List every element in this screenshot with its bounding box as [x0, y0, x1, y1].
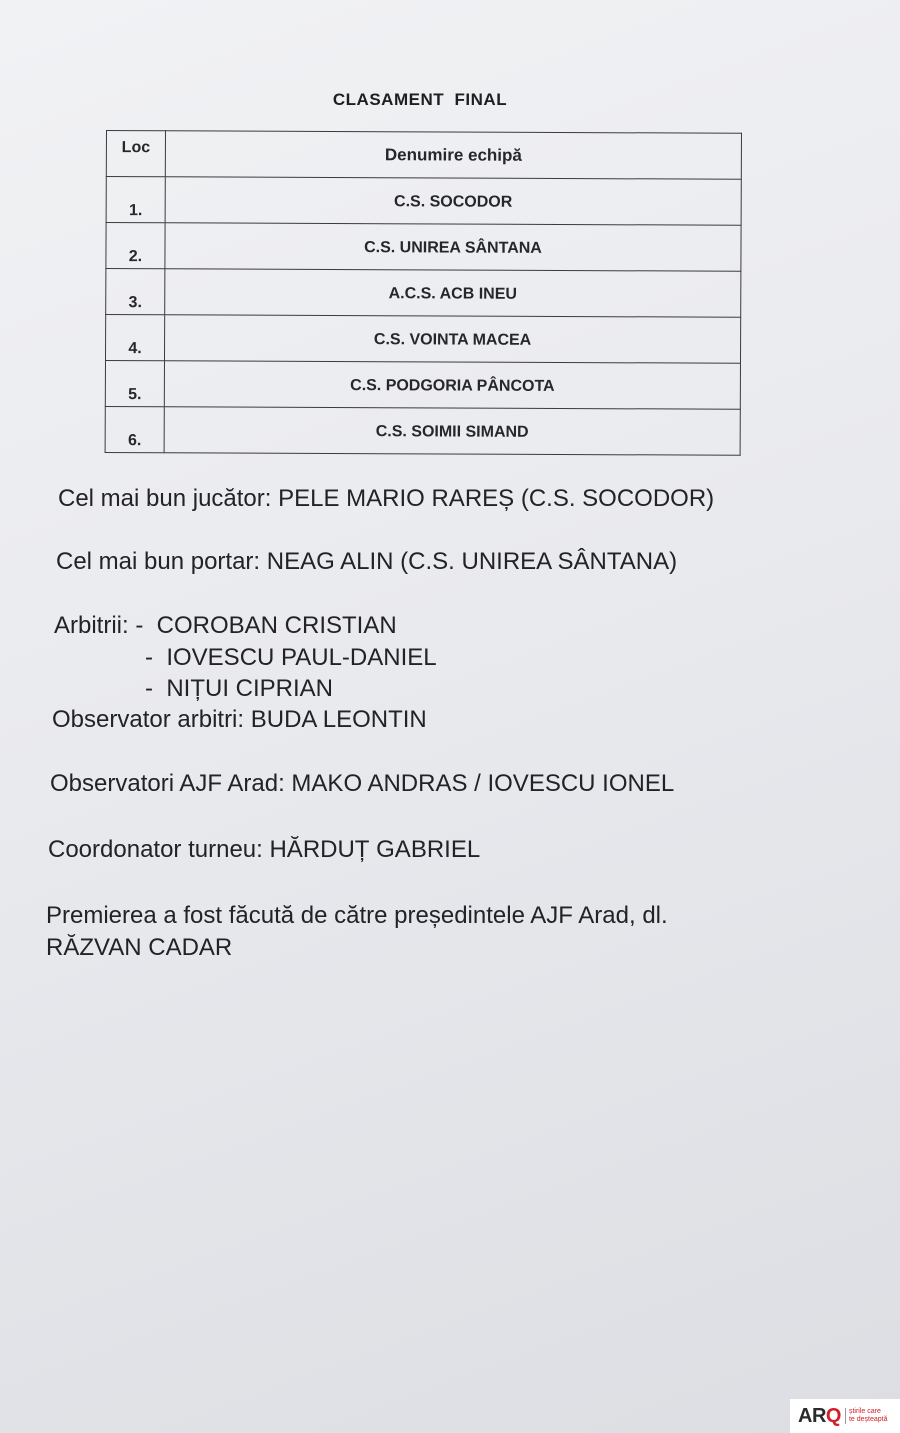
brand-wordmark: [798, 1405, 841, 1428]
table-header-row: [106, 131, 741, 180]
place-cell: 3.: [106, 269, 165, 315]
table-row: [106, 269, 741, 318]
place-cell: 6.: [105, 406, 164, 452]
table-row: [105, 315, 740, 364]
table-row: [105, 361, 740, 410]
brand-main: AR: [798, 1404, 826, 1427]
referee-line-3: - NIȚUI CIPRIAN: [145, 675, 334, 702]
observers-line: Observatori AJF Arad: MAKO ANDRAS / IOVESCU IONEL: [50, 770, 675, 797]
awarding-line-1: Premierea a fost făcută de către președintele AJF Arad, dl.: [46, 902, 668, 929]
place-cell: 4.: [105, 315, 164, 361]
coordinator-line: Coordonator turneu: HĂRDUȚ GABRIEL: [48, 836, 481, 863]
document-title: CLASAMENT FINAL: [332, 90, 508, 109]
team-cell: C.S. SOCODOR: [165, 177, 741, 226]
best-player-line: Cel mai bun jucător: PELE MARIO RAREȘ (C.S. SOCODOR): [58, 485, 715, 512]
awarding-line-2: RĂZVAN CADAR: [46, 934, 233, 961]
brand-tagline: [845, 1408, 888, 1424]
place-cell: 5.: [105, 361, 164, 407]
team-cell: C.S. SOIMII SIMAND: [164, 407, 740, 456]
table-row: [106, 223, 741, 272]
table-row: [106, 177, 741, 226]
referee-observer-line: Observator arbitri: BUDA LEONTIN: [52, 706, 427, 733]
best-goalkeeper-line: Cel mai bun portar: NEAG ALIN (C.S. UNIREA SÂNTANA): [56, 548, 678, 575]
team-cell: C.S. UNIREA SÂNTANA: [165, 223, 741, 272]
team-cell: C.S. VOINTA MACEA: [164, 315, 740, 364]
place-cell: 1.: [106, 177, 165, 223]
column-header-place: Loc: [106, 131, 165, 177]
table-row: [105, 406, 740, 455]
standings-table: [105, 130, 742, 456]
tagline-line-1: știrile care: [848, 1408, 881, 1415]
brand-accent: Q: [825, 1404, 841, 1427]
place-cell: 2.: [106, 223, 165, 269]
watermark-logo: [790, 1399, 900, 1433]
team-cell: C.S. PODGORIA PÂNCOTA: [164, 361, 740, 410]
team-cell: A.C.S. ACB INEU: [165, 269, 741, 318]
referee-line-2: - IOVESCU PAUL-DANIEL: [145, 644, 437, 671]
column-header-team: Denumire echipă: [165, 131, 741, 180]
referee-line-1: Arbitrii: - COROBAN CRISTIAN: [54, 612, 397, 639]
tagline-line-2: te deșteaptă: [848, 1416, 888, 1423]
